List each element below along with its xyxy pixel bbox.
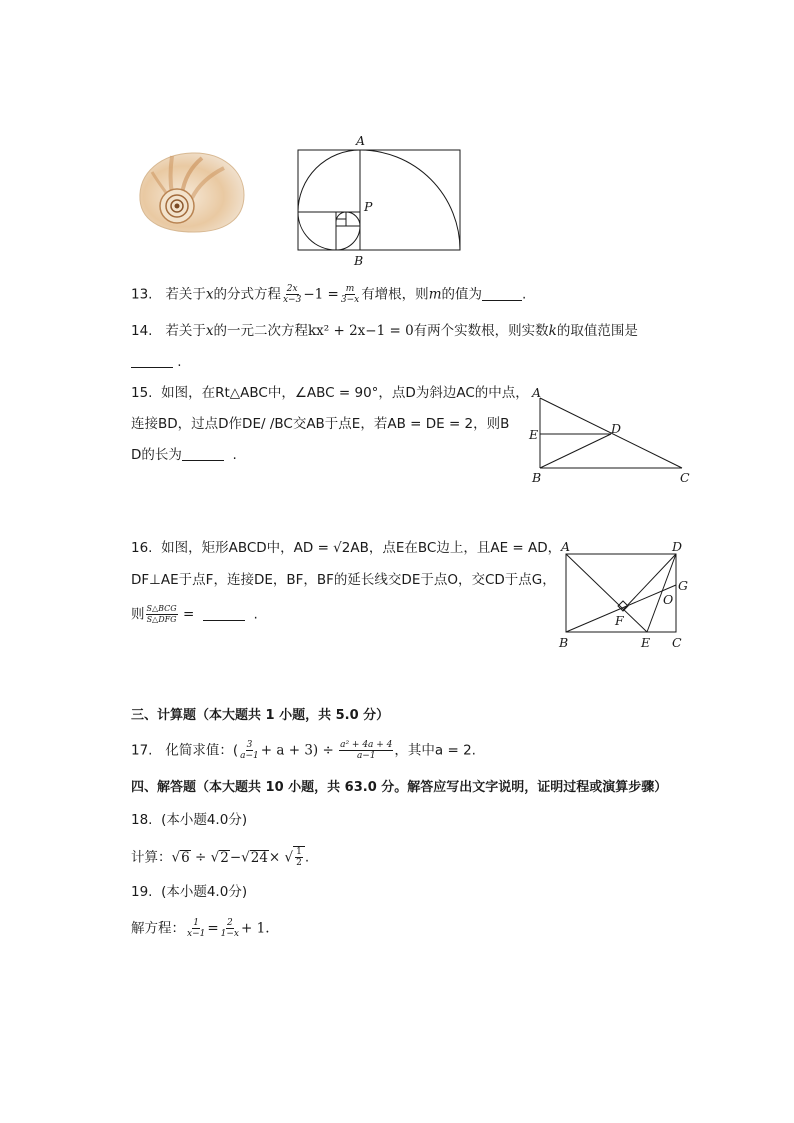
q15-answer-blank[interactable] (182, 446, 224, 461)
question-14 (131, 321, 638, 341)
rect-label-b: B (559, 635, 569, 650)
q18-fraction: $\frac{1}{2}$ (296, 847, 302, 868)
q14-period: . (177, 354, 182, 370)
q19-fraction-2: $\frac{2}{1-x}$ (220, 918, 239, 939)
q14-answer-blank[interactable] (131, 353, 173, 368)
q15-text-line1: 如图，在Rt△ABC中，∠ABC = 90°，点D为斜边AC的中点， (161, 385, 529, 401)
spiral-label-a: A (356, 133, 366, 148)
q14-equation: kx² + 2x−1 = 0 (307, 323, 414, 339)
q19-fraction-1: $\frac{1}{x-1}$ (187, 918, 206, 939)
q18-score: (本小题4.0分) (161, 812, 248, 828)
q14-text: 的一元二次方程 (213, 323, 308, 339)
q19-math: + 1. (241, 920, 270, 937)
q16-number: 16. (131, 540, 153, 556)
question-19 (131, 918, 269, 939)
tri-label-b: B (532, 470, 542, 485)
q13-period: . (522, 286, 527, 303)
question-19-header (131, 882, 247, 902)
q17-condition: ，其中a = 2. (394, 742, 476, 759)
q18-radical-2: 2 (220, 849, 229, 866)
question-16-line3 (131, 604, 258, 625)
q13-text: 有增根，则 (361, 286, 429, 303)
q13-math: −1 = (303, 286, 339, 303)
rect-label-e: E (641, 635, 651, 650)
q17-fraction-2: $\frac{\text{a² + 4a + 4}}{a-1}$ (340, 740, 393, 761)
q14-var-k: k (548, 323, 557, 339)
q13-number: 13. (131, 286, 153, 303)
q18-number: 18. (131, 812, 153, 828)
q14-text: 的取值范围是 (556, 323, 638, 339)
rect-label-c: C (672, 635, 682, 650)
tri-label-d: D (611, 421, 622, 436)
tri-label-e: E (529, 427, 539, 442)
question-18-header (131, 810, 247, 830)
spiral-label-b: B (354, 253, 364, 268)
q13-text: 的分式方程 (213, 286, 281, 303)
q15-text-line3: D的长为 (131, 447, 182, 463)
question-16 (131, 538, 561, 558)
rect-label-f: F (615, 613, 624, 628)
q16-text-line2: DF⊥AE于点F，连接DE，BF，BF的延长线交DE于点O，交CD于点G， (131, 572, 556, 588)
q14-text: 有两个实数根，则实数 (413, 323, 549, 339)
question-16-line2 (131, 570, 556, 590)
q13-answer-blank[interactable] (482, 286, 522, 301)
question-18: 计算：√6 ÷ √2−√24× √ $\frac{1}{2}$ . (131, 847, 310, 868)
q19-score: (本小题4.0分) (161, 884, 248, 900)
q18-radical-3: 24 (250, 849, 268, 866)
q19-text: 解方程： (131, 920, 185, 937)
q19-number: 19. (131, 884, 153, 900)
q18-radical-1: 6 (181, 849, 190, 866)
tri-label-a: A (532, 385, 542, 400)
q13-fraction-1: $\frac{2x}{x-3}$ (282, 284, 302, 305)
nautilus-shell-image (132, 150, 246, 234)
spiral-label-p: P (364, 199, 373, 214)
q17-math: + a + 3) ÷ (260, 742, 334, 759)
q14-number: 14. (131, 323, 153, 339)
q16-answer-blank[interactable] (203, 606, 245, 621)
q17-number: 17. (131, 742, 153, 759)
triangle-figure-15 (524, 384, 696, 488)
rect-label-d: D (672, 539, 683, 554)
q15-text-line2: 连接BD，过点D作DE/ /BC交AB于点E，若AB = DE = 2，则B (131, 416, 510, 432)
section-3-heading: 三、计算题（本大题共 1 小题，共 5.0 分） (131, 708, 390, 723)
q19-equals: = (207, 920, 219, 937)
q15-period: . (232, 447, 237, 463)
question-15-line2 (131, 414, 509, 434)
question-14-line2 (131, 352, 182, 372)
section-4-heading: 四、解答题（本大题共 10 小题，共 63.0 分。解答应写出文字说明，证明过程或演算步骤） (131, 780, 668, 795)
rect-label-g: G (678, 578, 688, 593)
q16-equals: = (182, 606, 195, 623)
q16-text-line1: 如图，矩形ABCD中，AD = √2AB，点E在BC边上，且AE = AD， (161, 540, 562, 556)
q18-op: − (229, 849, 242, 866)
q16-text-then: 则 (131, 606, 145, 623)
q13-text: 的值为 (441, 286, 482, 303)
q14-text: 若关于 (165, 323, 206, 339)
q16-period: . (253, 606, 258, 623)
q18-op: × (268, 849, 281, 866)
question-15 (131, 383, 529, 403)
q18-text: 计算： (131, 849, 172, 866)
question-17 (131, 740, 476, 761)
rectangle-figure-16 (556, 538, 694, 652)
q13-text: 若关于 (165, 286, 206, 303)
q18-period: . (304, 849, 310, 866)
q13-var-m: m (428, 286, 442, 303)
q15-number: 15. (131, 385, 153, 401)
q17-text: 化简求值：( (165, 742, 239, 759)
q16-area-ratio: $\frac{\text{S△BCG}}{\text{S△DFG}}$ (146, 604, 177, 624)
rect-label-a: A (561, 539, 571, 554)
rect-label-o: O (663, 592, 674, 607)
tri-label-c: C (680, 470, 690, 485)
q13-var-x: x (205, 286, 214, 303)
q18-op: ÷ (195, 849, 207, 866)
q13-fraction-2: $\frac{m}{3-x}$ (340, 284, 360, 305)
q17-fraction-1: $\frac{3}{a-1}$ (240, 740, 259, 761)
question-13 (131, 284, 526, 305)
q14-var-x: x (205, 323, 214, 339)
question-15-line3 (131, 445, 237, 465)
golden-spiral-figure (290, 130, 470, 270)
